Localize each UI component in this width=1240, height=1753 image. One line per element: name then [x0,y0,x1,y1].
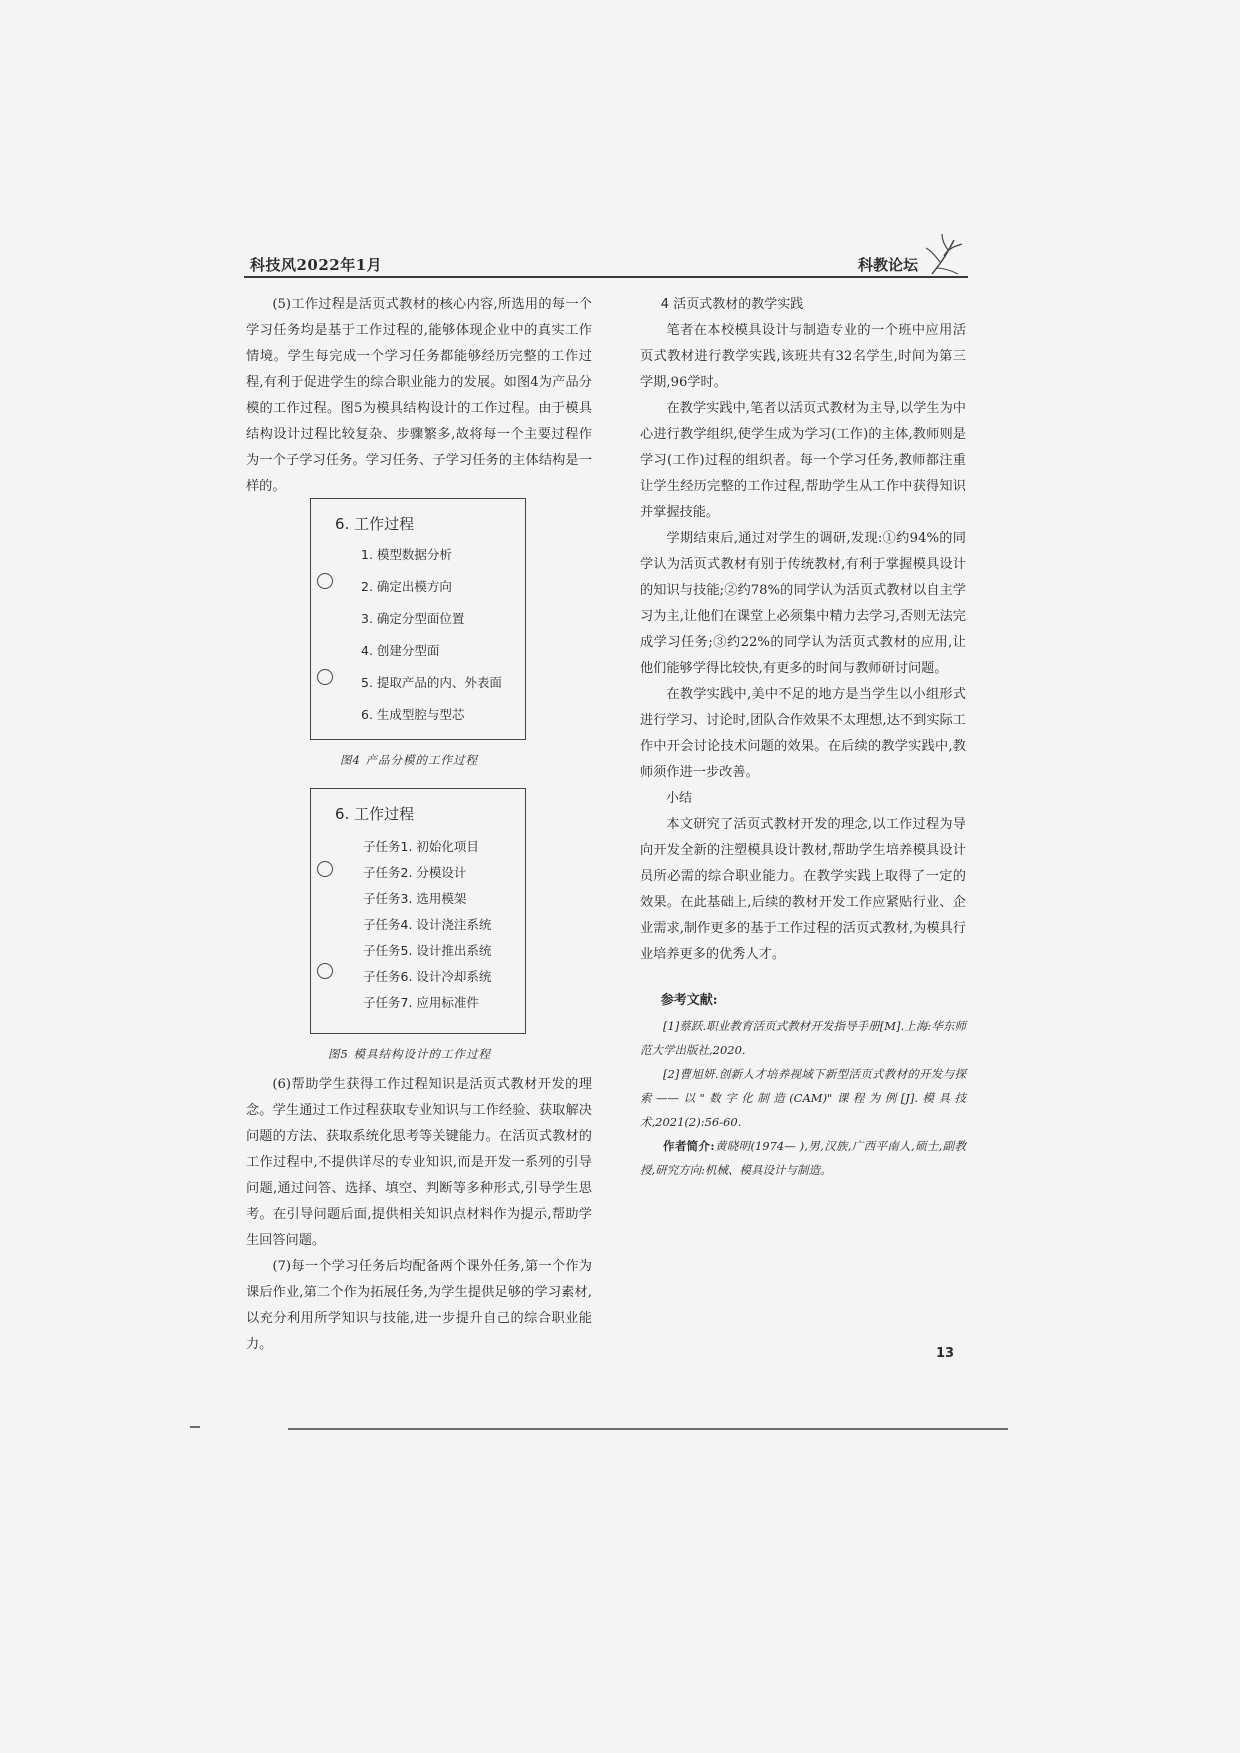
figure-5-subtask: 子任务5. 设计推出系统 [363,943,492,958]
summary-heading: 小结 [666,791,693,806]
paragraph-6: (6)帮助学生获得工作过程知识是活页式教材开发的理念。学生通过工作过程获取专业知识与工作经验、获取解决问题的方法、获取系统化思考等关键能力。在活页式教材的工作过程中,不提供详尽的专业知识,而是开发一系列的引导问题,通过问答、选择、填空、判断等多种形式,引导学生思考。在引导问题后面,提供相关知识点材料作为提示,帮助学生回答问题。 [246,1077,592,1248]
section-4-paragraph: 在教学实践中,美中不足的地方是当学生以小组形式进行学习、讨论时,团队合作效果不太理想,达不到实际工作中开会讨论技术问题的效果。在后续的教学实践中,教师须作进一步改善。 [640,687,966,780]
figure-4-step: 4. 创建分型面 [361,643,440,658]
right-column [640,292,966,1182]
section-4-paragraph: 在教学实践中,笔者以活页式教材为主导,以学生为中心进行教学组织,使学生成为学习(工作)的主体,教师则是学习(工作)过程的组织者。每一个学习任务,教师都注重让学生经历完整的工作过程,帮助学生从工作中获得知识并掌握技能。 [640,401,966,520]
reference-item: [2]曹旭妍.创新人才培养视域下新型活页式教材的开发与探索——以"数字化制造(CAM)"课程为例[J].模具技术,2021(2):56-60. [640,1067,966,1129]
author-label: 作者简介: [663,1139,715,1153]
binder-hole-icon [317,573,333,589]
footer-rule [288,1428,1008,1430]
binder-hole-icon [317,963,333,979]
page-number: 13 [936,1346,955,1361]
page-header [244,246,968,276]
summary-paragraph: 本文研究了活页式教材开发的理念,以工作过程为导向开发全新的注塑模具设计教材,帮助学生培养模具设计员所必需的综合职业能力。在教学实践上取得了一定的效果。在此基础上,后续的教材开发工作应紧贴行业、企业需求,制作更多的基于工作过程的活页式教材,为模具行业培养更多的优秀人才。 [640,817,966,962]
figure-5-subtask: 子任务7. 应用标准件 [363,995,479,1010]
figure-5-subtask: 子任务2. 分模设计 [363,865,467,880]
section-4-paragraph: 学期结束后,通过对学生的调研,发现:①约94%的同学认为活页式教材有别于传统教材,有利于掌握模具设计的知识与技能;②约78%的同学认为活页式教材以自主学习为主,让他们在课堂上必须集中精力去学习,否则无法完成学习任务;③约22%的同学认为活页式教材的应用,让他们能够学得比较快,有更多的时间与教师研讨问题。 [640,531,966,676]
figure-5-subtask: 子任务4. 设计浇注系统 [363,917,492,932]
paragraph-7: (7)每一个学习任务后均配备两个课外任务,第一个作为课后作业,第二个作为拓展任务,为学生提供足够的学习素材,以充分利用所学知识与技能,进一步提升自己的综合职业能力。 [246,1259,592,1352]
journal-issue: 科技风2022年1月 [250,256,383,274]
figure-4-title: 6. 工作过程 [335,515,415,533]
figure-5-box [310,788,526,1034]
binder-hole-icon [317,861,333,877]
figure-4-step: 2. 确定出模方向 [361,579,452,594]
figure-5-subtask: 子任务6. 设计冷却系统 [363,969,492,984]
leaf-sprig-icon [924,234,964,276]
figure-5-subtask: 子任务3. 选用模架 [363,891,467,906]
header-rule [244,276,968,278]
author-bio [640,1134,966,1182]
figure-4-step: 1. 模型数据分析 [361,547,452,562]
figure-5-subtask: 子任务1. 初始化项目 [363,839,479,854]
section-4-paragraph: 笔者在本校模具设计与制造专业的一个班中应用活页式教材进行教学实践,该班共有32名学生,时间为第三学期,96学时。 [640,323,966,390]
section-name: 科教论坛 [857,256,918,274]
scan-mark [190,1426,200,1428]
figure-5-caption: 图5 模具结构设计的工作过程 [328,1047,491,1061]
section-4-heading: 4 活页式教材的教学实践 [660,297,804,312]
figure-4-step: 6. 生成型腔与型芯 [361,707,465,722]
figure-4-step: 3. 确定分型面位置 [361,611,465,626]
references-heading: 参考文献: [660,993,718,1008]
figure-4-box [310,498,526,740]
binder-hole-icon [317,669,333,685]
figure-4-caption: 图4 产品分模的工作过程 [340,753,478,767]
reference-item: [1]蔡跃.职业教育活页式教材开发指导手册[M].上海:华东师范大学出版社,2020. [640,1019,966,1057]
paragraph-5: (5)工作过程是活页式教材的核心内容,所选用的每一个学习任务均是基于工作过程的,能够体现企业中的真实工作情境。学生每完成一个学习任务都能够经历完整的工作过程,有利于促进学生的综合职业能力的发展。如图4为产品分模的工作过程。图5为模具结构设计的工作过程。由于模具结构设计过程比较复杂、步骤繁多,故将每一个主要过程作为一个子学习任务。学习任务、子学习任务的主体结构是一样的。 [246,297,592,494]
left-column [246,292,592,500]
figure-4-step: 5. 提取产品的内、外表面 [361,675,502,690]
left-column-lower [246,1072,592,1358]
figure-5-title: 6. 工作过程 [335,805,415,823]
author-text: 黄晓明(1974— ),男,汉族,广西平南人,硕士,副教授,研究方向:机械、模具设计与制造。 [640,1139,967,1177]
